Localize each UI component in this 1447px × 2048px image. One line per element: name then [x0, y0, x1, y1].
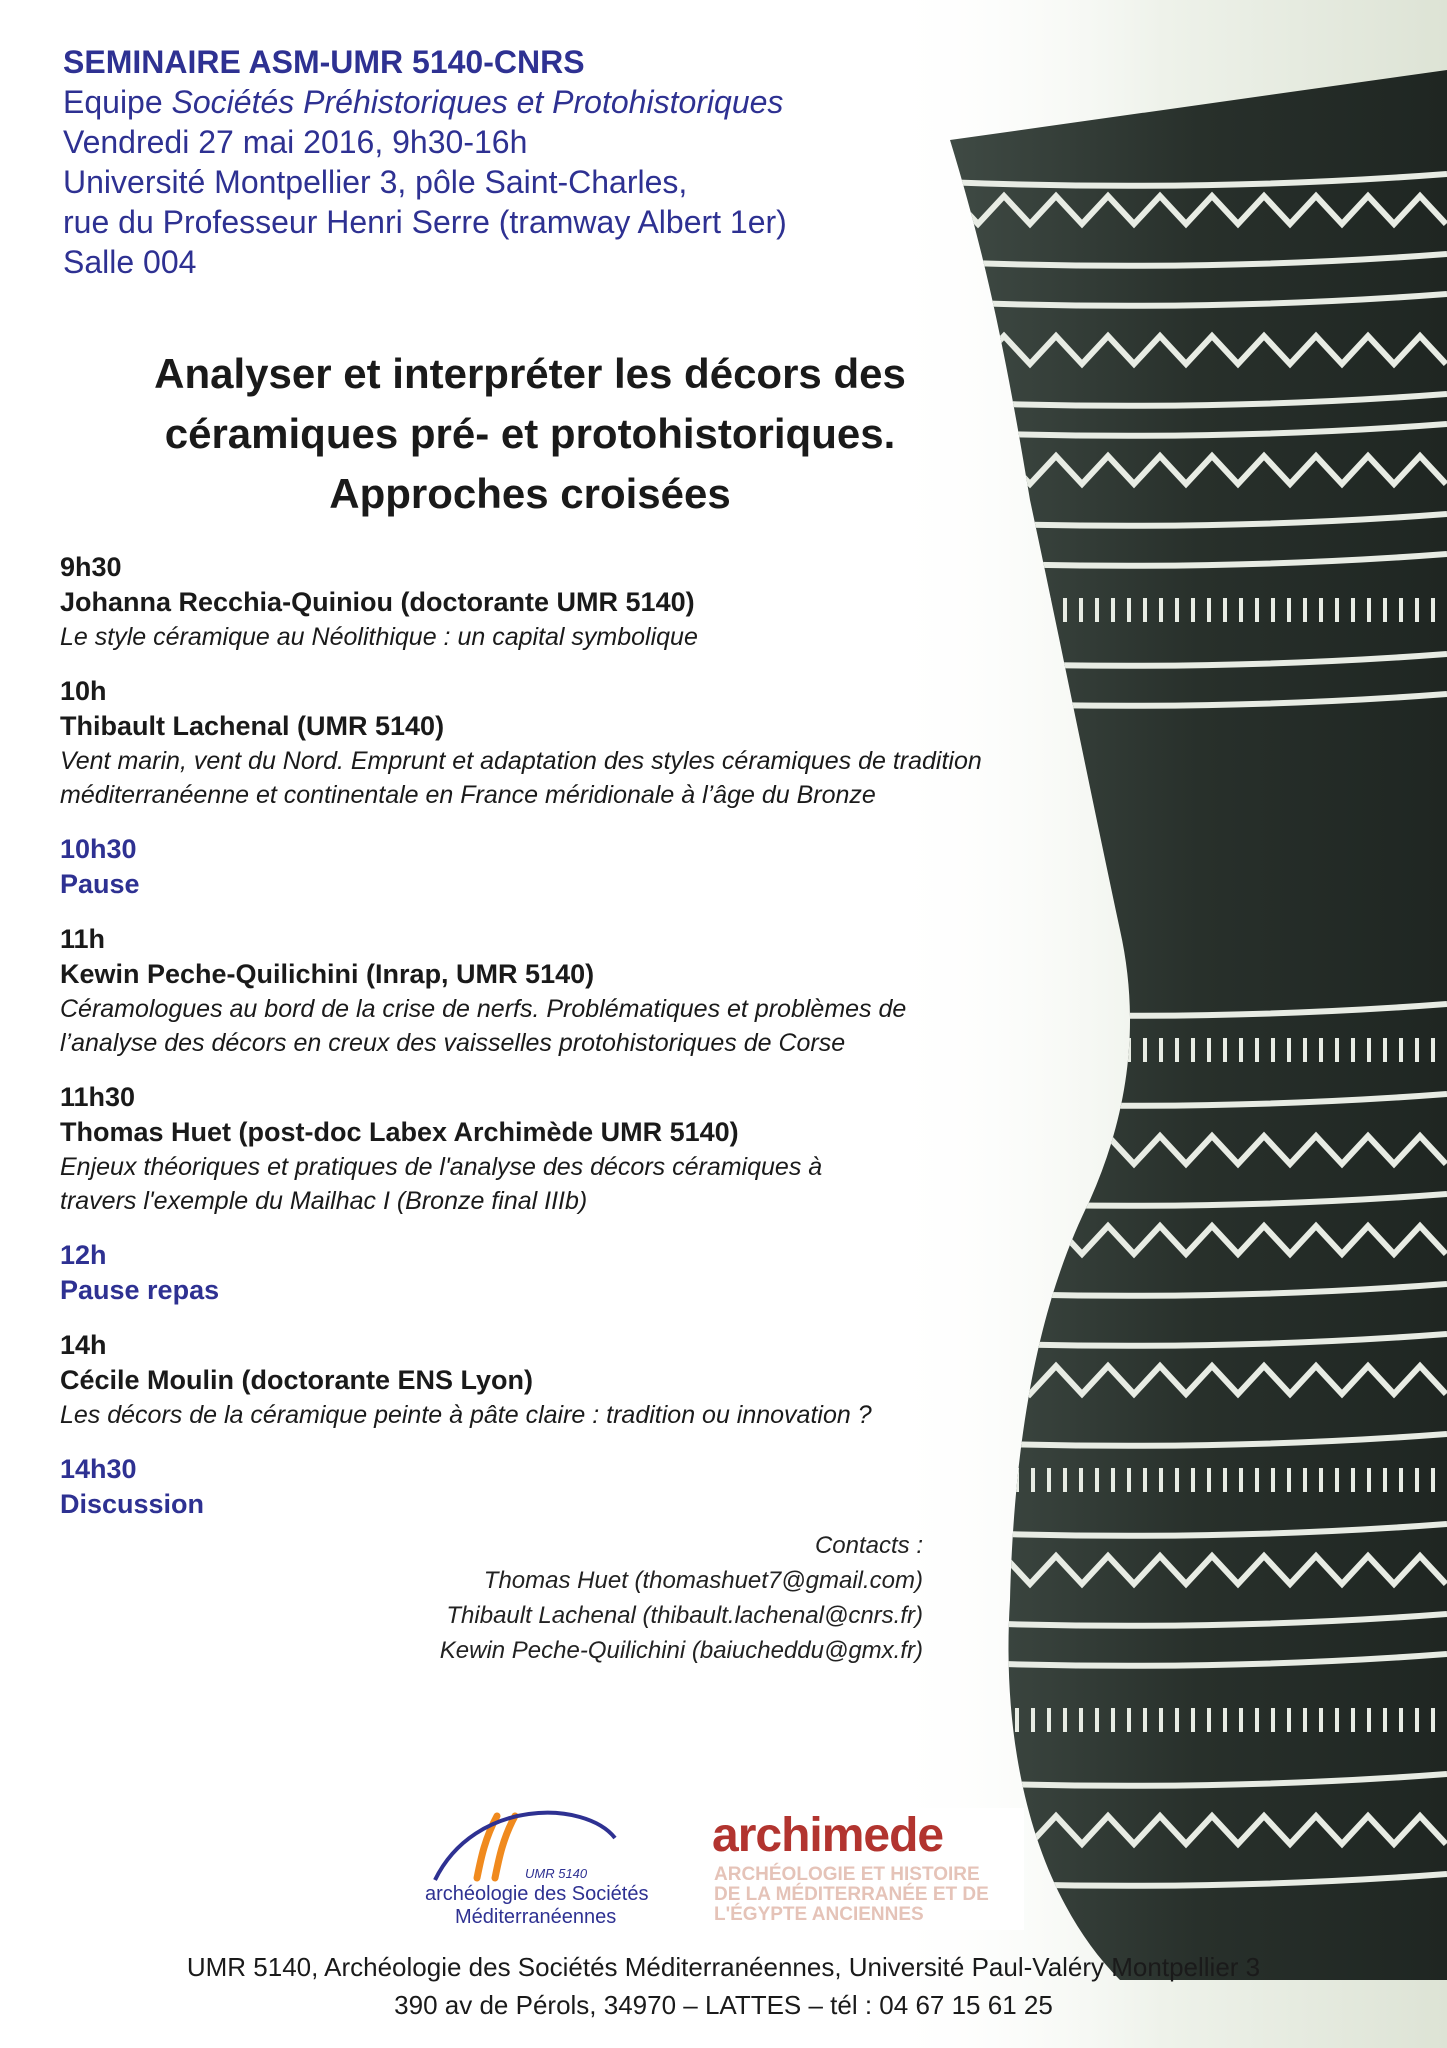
- umr-name-line-1: archéologie des Sociétés: [425, 1883, 649, 1905]
- team-name: Sociétés Préhistoriques et Protohistoriques: [171, 84, 784, 120]
- seminar-header: [63, 42, 943, 282]
- contacts-block: [440, 1528, 923, 1668]
- program-slot: [60, 1328, 1160, 1432]
- room-line: Salle 004: [63, 244, 197, 280]
- program-list: [60, 550, 1160, 1542]
- slot-time: 9h30: [60, 552, 122, 582]
- archimede-logo: [706, 1808, 1024, 1930]
- team-line: Equipe Sociétés Préhistoriques et Protohistoriques: [63, 84, 784, 120]
- seminar-title: SEMINAIRE ASM-UMR 5140-CNRS: [63, 44, 585, 80]
- archimede-name: archimede: [712, 1809, 944, 1862]
- main-title: [60, 344, 1000, 524]
- slot-time: 11h30: [60, 1082, 136, 1112]
- contacts-heading: Contacts :: [814, 1532, 923, 1559]
- contact-person: Thibault Lachenal (thibault.lachenal@cnrs.fr): [446, 1602, 923, 1629]
- slot-speaker: Thibault Lachenal (UMR 5140): [60, 711, 445, 741]
- footer-line-2: 390 av de Pérols, 34970 – LATTES – tél : 04 67 15 61 25: [394, 1990, 1053, 2020]
- footer-address: [0, 1948, 1447, 2024]
- archimede-subtitle-1: ARCHÉOLOGIE ET HISTOIRE: [714, 1864, 980, 1885]
- program-slot: [60, 674, 1160, 812]
- slot-label: Pause: [60, 869, 140, 899]
- umr-number: UMR 5140: [525, 1866, 588, 1881]
- slot-speaker: Kewin Peche-Quilichini (Inrap, UMR 5140): [60, 959, 595, 989]
- program-slot: [60, 922, 1160, 1060]
- program-slot: [60, 1080, 1160, 1218]
- main-title-line-2: céramiques pré- et protohistoriques.: [164, 410, 896, 457]
- slot-talk-title: Céramologues au bord de la crise de nerfs. Problématiques et problèmes de l’analyse des décors en creux des vaisselles protohistoriques de Corse: [60, 995, 907, 1057]
- date-line: Vendredi 27 mai 2016, 9h30-16h: [63, 124, 528, 160]
- program-slot-break: [60, 832, 1160, 902]
- contact-person: Thomas Huet (thomashuet7@gmail.com): [483, 1567, 923, 1594]
- slot-speaker: Cécile Moulin (doctorante ENS Lyon): [60, 1365, 534, 1395]
- slot-talk-title: Les décors de la céramique peinte à pâte claire : tradition ou innovation ?: [60, 1401, 872, 1429]
- slot-time: 14h: [60, 1330, 107, 1360]
- program-slot-break: [60, 1238, 1160, 1308]
- slot-time: 10h: [60, 676, 107, 706]
- slot-time: 12h: [60, 1240, 107, 1270]
- slot-talk-title: Enjeux théoriques et pratiques de l'analyse des décors céramiques à travers l'exemple du Mailhac I (Bronze final IIIb): [60, 1153, 823, 1215]
- slot-speaker: Johanna Recchia-Quiniou (doctorante UMR 5140): [60, 587, 695, 617]
- slot-talk-title: Vent marin, vent du Nord. Emprunt et adaptation des styles céramiques de tradition méditerranéenne et continentale en France méridionale à l’âge du Bronze: [60, 747, 982, 809]
- slot-time: 11h: [60, 924, 106, 954]
- archimede-subtitle-2: DE LA MÉDITERRANÉE ET DE: [714, 1884, 989, 1905]
- contact-person: Kewin Peche-Quilichini (baiucheddu@gmx.fr): [439, 1637, 923, 1664]
- umr-5140-logo: [415, 1808, 665, 1928]
- umr-name-line-2: Méditerranéennes: [455, 1906, 617, 1928]
- slot-time: 10h30: [60, 834, 137, 864]
- slot-speaker: Thomas Huet (post-doc Labex Archimède UMR 5140): [60, 1117, 739, 1147]
- program-slot: [60, 550, 1160, 654]
- slot-time: 14h30: [60, 1454, 137, 1484]
- venue-line: Université Montpellier 3, pôle Saint-Charles,: [63, 164, 688, 200]
- main-title-line-1: Analyser et interpréter les décors des: [154, 350, 906, 397]
- program-slot-discussion: [60, 1452, 1160, 1522]
- footer-line-1: UMR 5140, Archéologie des Sociétés Méditerranéennes, Université Paul-Valéry Montpellier 3: [186, 1952, 1261, 1982]
- address-line: rue du Professeur Henri Serre (tramway Albert 1er): [63, 204, 787, 240]
- archimede-subtitle-3: L'ÉGYPTE ANCIENNES: [714, 1904, 924, 1925]
- slot-talk-title: Le style céramique au Néolithique : un capital symbolique: [60, 623, 698, 651]
- slot-label: Pause repas: [60, 1275, 220, 1305]
- slot-label: Discussion: [60, 1489, 205, 1519]
- main-title-line-3: Approches croisées: [329, 470, 731, 517]
